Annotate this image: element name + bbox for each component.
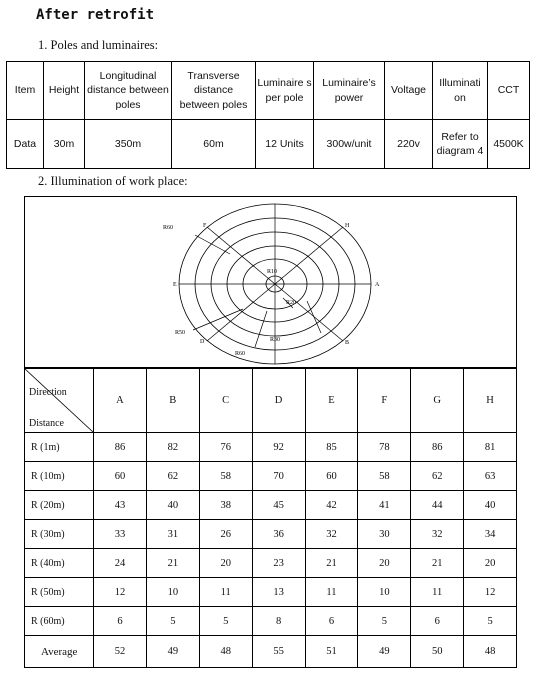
value-cell: 8 (252, 607, 305, 636)
header-direction: Direction (29, 387, 67, 398)
table-row (7, 120, 530, 169)
label-r60-bottom: R60 (235, 351, 246, 357)
pointer-r40 (255, 311, 267, 347)
table-row (25, 607, 517, 636)
value-cell: 60 (305, 462, 358, 491)
value-cell: 24 (94, 549, 147, 578)
header-col-g: G (411, 369, 464, 433)
page-title: After retrofit (36, 7, 155, 23)
value-cell: 52 (94, 636, 147, 668)
table-header-row (25, 369, 517, 433)
table-row (25, 462, 517, 491)
value-cell: 78 (358, 433, 411, 462)
table-row (25, 578, 517, 607)
value-cell: 5 (358, 607, 411, 636)
value-cell: 76 (199, 433, 252, 462)
header-longitudinal: Longitudinal distance between poles (85, 62, 172, 120)
value-cell: 49 (358, 636, 411, 668)
section-heading-poles: 1. Poles and luminaires: (38, 38, 159, 52)
value-cell: 86 (94, 433, 147, 462)
header-luminaire-power: Luminaire’s power (314, 62, 385, 120)
illumination-diagram (24, 196, 517, 368)
value-cell: 41 (358, 491, 411, 520)
section-heading-illumination: 2. Illumination of work place: (38, 174, 188, 188)
polar-diagram-svg (25, 197, 516, 367)
cell-height: 30m (44, 120, 85, 169)
value-cell: 50 (411, 636, 464, 668)
value-cell: 23 (252, 549, 305, 578)
value-cell: 11 (199, 578, 252, 607)
cell-voltage: 220v (385, 120, 433, 169)
header-illumination: Illuminati on (433, 62, 488, 120)
value-cell: 42 (305, 491, 358, 520)
table-row-average (25, 636, 517, 668)
value-cell: 5 (146, 607, 199, 636)
value-cell: 63 (464, 462, 517, 491)
value-cell: 48 (199, 636, 252, 668)
cell-luminaires-per-pole: 12 Units (256, 120, 314, 169)
value-cell: 6 (305, 607, 358, 636)
value-cell: 6 (94, 607, 147, 636)
row-label: R (10m) (25, 462, 94, 491)
value-cell: 70 (252, 462, 305, 491)
header-col-h: H (464, 369, 517, 433)
value-cell: 32 (305, 520, 358, 549)
value-cell: 43 (94, 491, 147, 520)
value-cell: 49 (146, 636, 199, 668)
value-cell: 13 (252, 578, 305, 607)
value-cell: 12 (94, 578, 147, 607)
header-corner (25, 369, 94, 433)
value-cell: 40 (464, 491, 517, 520)
value-cell: 5 (464, 607, 517, 636)
header-col-c: C (199, 369, 252, 433)
value-cell: 12 (464, 578, 517, 607)
value-cell: 81 (464, 433, 517, 462)
label-r50: R50 (175, 330, 186, 336)
value-cell: 20 (464, 549, 517, 578)
value-cell: 44 (411, 491, 464, 520)
value-cell: 36 (252, 520, 305, 549)
header-item: Item (7, 62, 44, 120)
value-cell: 21 (305, 549, 358, 578)
row-label: R (50m) (25, 578, 94, 607)
label-h: H (345, 223, 350, 229)
value-cell: 55 (252, 636, 305, 668)
value-cell: 62 (146, 462, 199, 491)
table-row (25, 549, 517, 578)
value-cell: 31 (146, 520, 199, 549)
label-f: F (203, 223, 207, 229)
row-label: R (40m) (25, 549, 94, 578)
pointer-r60 (195, 235, 230, 254)
value-cell: 34 (464, 520, 517, 549)
value-cell: 45 (252, 491, 305, 520)
header-col-b: B (146, 369, 199, 433)
header-col-a: A (94, 369, 147, 433)
label-r10: R10 (267, 269, 278, 275)
cell-longitudinal: 350m (85, 120, 172, 169)
value-cell: 30 (358, 520, 411, 549)
value-cell: 32 (411, 520, 464, 549)
value-cell: 38 (199, 491, 252, 520)
value-cell: 26 (199, 520, 252, 549)
label-r20: R20 (286, 300, 297, 306)
value-cell: 85 (305, 433, 358, 462)
value-cell: 51 (305, 636, 358, 668)
row-label: R (20m) (25, 491, 94, 520)
value-cell: 40 (146, 491, 199, 520)
value-cell: 11 (411, 578, 464, 607)
label-r60: R60 (163, 225, 174, 231)
row-label: R (30m) (25, 520, 94, 549)
cell-transverse: 60m (172, 120, 256, 169)
poles-luminaires-table (6, 61, 530, 169)
label-r30: R30 (270, 337, 281, 343)
value-cell: 20 (358, 549, 411, 578)
header-transverse: Transverse distance between poles (172, 62, 256, 120)
label-d: D (200, 339, 205, 345)
header-height: Height (44, 62, 85, 120)
value-cell: 58 (358, 462, 411, 491)
pointer-r50 (193, 309, 243, 330)
value-cell: 5 (199, 607, 252, 636)
value-cell: 21 (411, 549, 464, 578)
header-luminaires-per-pole: Luminaire s per pole (256, 62, 314, 120)
row-label: R (60m) (25, 607, 94, 636)
value-cell: 6 (411, 607, 464, 636)
value-cell: 10 (146, 578, 199, 607)
header-distance: Distance (29, 418, 64, 429)
table-row (25, 520, 517, 549)
table-row (25, 433, 517, 462)
value-cell: 82 (146, 433, 199, 462)
table-header-row (7, 62, 530, 120)
label-a: A (375, 282, 380, 288)
header-voltage: Voltage (385, 62, 433, 120)
label-b: B (345, 340, 350, 346)
cell-cct: 4500K (488, 120, 530, 169)
value-cell: 48 (464, 636, 517, 668)
cell-luminaire-power: 300w/unit (314, 120, 385, 169)
label-e: E (173, 282, 177, 288)
header-col-d: D (252, 369, 305, 433)
value-cell: 21 (146, 549, 199, 578)
illumination-table (24, 368, 517, 668)
value-cell: 86 (411, 433, 464, 462)
header-cct: CCT (488, 62, 530, 120)
header-col-e: E (305, 369, 358, 433)
cell-item: Data (7, 120, 44, 169)
table-row (25, 491, 517, 520)
value-cell: 92 (252, 433, 305, 462)
value-cell: 20 (199, 549, 252, 578)
row-label: R (1m) (25, 433, 94, 462)
value-cell: 60 (94, 462, 147, 491)
value-cell: 11 (305, 578, 358, 607)
cell-illumination: Refer to diagram 4 (433, 120, 488, 169)
row-label: Average (25, 636, 94, 668)
header-col-f: F (358, 369, 411, 433)
value-cell: 62 (411, 462, 464, 491)
value-cell: 10 (358, 578, 411, 607)
value-cell: 58 (199, 462, 252, 491)
value-cell: 33 (94, 520, 147, 549)
